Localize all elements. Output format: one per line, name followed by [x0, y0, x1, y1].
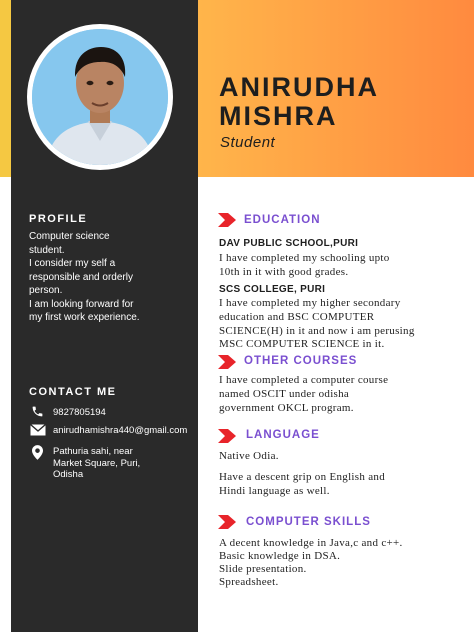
text-line: SCIENCE(H) in it and now i am perusing — [219, 324, 415, 337]
address-line: Pathuria sahi, near — [53, 446, 133, 457]
college-description — [219, 297, 471, 352]
profile-line: student. — [29, 244, 65, 256]
mail-icon — [30, 424, 46, 436]
spacer — [219, 464, 469, 471]
school-name: DAV PUBLIC SCHOOL,PURI — [219, 238, 359, 249]
profile-line: my first work experience. — [29, 312, 140, 323]
language-heading: LANGUAGE — [246, 429, 320, 441]
computer-skills-heading: COMPUTER SKILLS — [246, 516, 371, 528]
phone-icon — [31, 405, 44, 418]
profile-line: I am looking forward for — [29, 298, 134, 310]
profile-text — [29, 230, 194, 325]
profile-line: responsible and orderly — [29, 271, 133, 283]
education-heading: EDUCATION — [244, 214, 321, 226]
text-line: government OKCL program. — [219, 401, 354, 414]
location-pin-icon — [32, 445, 43, 460]
text-line: I have completed a computer course — [219, 374, 389, 386]
profile-line: person. — [29, 285, 63, 296]
profile-heading: PROFILE — [29, 213, 88, 225]
text-line: education and BSC COMPUTER — [219, 310, 375, 323]
profile-line: Computer science — [29, 231, 110, 242]
text-line: Have a descent grip on English and — [219, 470, 385, 483]
chevron-right-icon — [218, 355, 238, 369]
profile-photo — [32, 29, 168, 165]
person-portrait-icon — [32, 29, 168, 165]
contact-heading: CONTACT ME — [29, 386, 117, 398]
text-line: I have completed my schooling upto — [219, 252, 390, 264]
first-name: ANIRUDHA — [219, 72, 379, 102]
address-line: Odisha — [53, 469, 84, 480]
text-line: I have completed my higher secondary — [219, 297, 401, 309]
chevron-right-icon — [218, 515, 238, 529]
last-name: MISHRA — [219, 101, 338, 131]
address — [53, 446, 193, 481]
chevron-right-icon — [218, 429, 238, 443]
text-line: Native Odia. — [219, 450, 279, 462]
language-text — [219, 450, 469, 498]
role-title: Student — [220, 134, 276, 151]
address-line: Market Square, Puri, — [53, 457, 141, 469]
text-line: named OSCIT under odisha — [219, 387, 350, 400]
school-description — [219, 252, 469, 280]
text-line: Hindi language as well. — [219, 484, 330, 497]
other-courses-text — [219, 374, 469, 415]
email-address[interactable]: anirudhamishra440@gmail.com — [53, 425, 188, 436]
phone-number[interactable]: 9827805194 — [53, 407, 106, 418]
text-line: A decent knowledge in Java,c and c++. — [219, 537, 403, 549]
text-line: Slide presentation. — [219, 563, 307, 575]
text-line: MSC COMPUTER SCIENCE in it. — [219, 338, 385, 351]
text-line: 10th in it with good grades. — [219, 265, 349, 278]
college-name: SCS COLLEGE, PURI — [219, 284, 326, 295]
text-line: Basic knowledge in DSA. — [219, 550, 341, 562]
text-line: Spreadsheet. — [219, 576, 279, 588]
computer-skills-text — [219, 537, 469, 589]
other-courses-heading: OTHER COURSES — [244, 355, 358, 367]
profile-line: I consider my self a — [29, 258, 116, 269]
chevron-right-icon — [218, 213, 238, 227]
